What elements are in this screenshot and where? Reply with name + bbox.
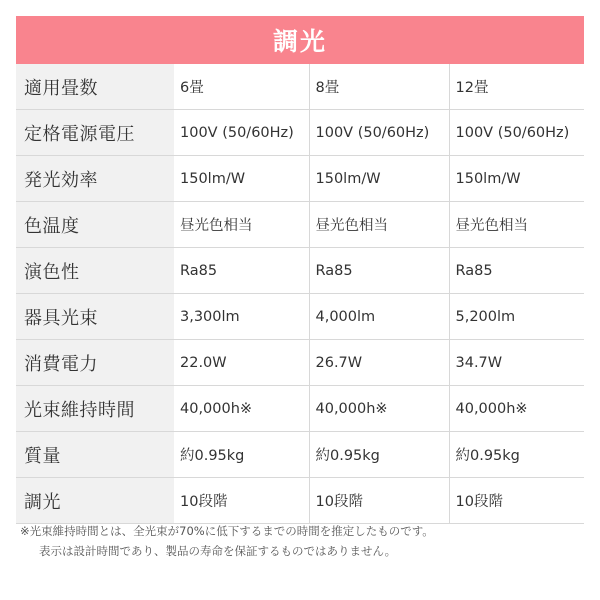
cell-value: 22.0W: [174, 340, 309, 386]
row-label-luminous-efficacy: 発光効率: [16, 156, 174, 202]
cell-value: 40,000h※: [309, 386, 449, 432]
cell-value: 昼光色相当: [174, 202, 309, 248]
cell-value: 3,300lm: [174, 294, 309, 340]
row-label-rated-voltage: 定格電源電圧: [16, 110, 174, 156]
table-row: [16, 294, 584, 340]
row-label-applicable-tatami: 適用畳数: [16, 64, 174, 110]
table-title: 調光: [272, 27, 327, 56]
row-label-mass: 質量: [16, 432, 174, 478]
cell-value: 10段階: [174, 478, 309, 524]
cell-value: 100V (50/60Hz): [449, 110, 584, 156]
cell-value: 40,000h※: [174, 386, 309, 432]
cell-value: 34.7W: [449, 340, 584, 386]
table-row: [16, 478, 584, 524]
table-row: [16, 110, 584, 156]
cell-value: 4,000lm: [309, 294, 449, 340]
cell-value: Ra85: [449, 248, 584, 294]
cell-value: 100V (50/60Hz): [174, 110, 309, 156]
cell-value: 100V (50/60Hz): [309, 110, 449, 156]
cell-value: 約0.95kg: [309, 432, 449, 478]
cell-value: 昼光色相当: [449, 202, 584, 248]
cell-value: 10段階: [309, 478, 449, 524]
cell-value: 10段階: [449, 478, 584, 524]
cell-value: 150lm/W: [174, 156, 309, 202]
table-row: [16, 202, 584, 248]
footnote: [20, 521, 584, 561]
cell-value: 約0.95kg: [449, 432, 584, 478]
cell-value: 150lm/W: [309, 156, 449, 202]
cell-value: 8畳: [309, 64, 449, 110]
row-label-color-rendering: 演色性: [16, 248, 174, 294]
cell-value: 昼光色相当: [309, 202, 449, 248]
cell-value: 26.7W: [309, 340, 449, 386]
table-row: [16, 248, 584, 294]
table-row: [16, 156, 584, 202]
table-row: [16, 64, 584, 110]
header-band: [16, 16, 584, 64]
table-row: [16, 432, 584, 478]
cell-value: Ra85: [174, 248, 309, 294]
cell-value: 5,200lm: [449, 294, 584, 340]
footnote-line: ※光束維持時間とは、全光束が70%に低下するまでの時間を推定したものです。: [20, 524, 434, 538]
footnote-line: 表示は設計時間であり、製品の寿命を保証するものではありません。: [39, 544, 397, 558]
spec-table: [16, 64, 584, 524]
table-row: [16, 386, 584, 432]
table-row: [16, 340, 584, 386]
cell-value: 約0.95kg: [174, 432, 309, 478]
cell-value: 150lm/W: [449, 156, 584, 202]
cell-value: Ra85: [309, 248, 449, 294]
row-label-flux-maintenance: 光束維持時間: [16, 386, 174, 432]
row-label-luminous-flux: 器具光束: [16, 294, 174, 340]
cell-value: 40,000h※: [449, 386, 584, 432]
row-label-power-consumption: 消費電力: [16, 340, 174, 386]
row-label-dimming: 調光: [16, 478, 174, 524]
cell-value: 6畳: [174, 64, 309, 110]
cell-value: 12畳: [449, 64, 584, 110]
row-label-color-temperature: 色温度: [16, 202, 174, 248]
